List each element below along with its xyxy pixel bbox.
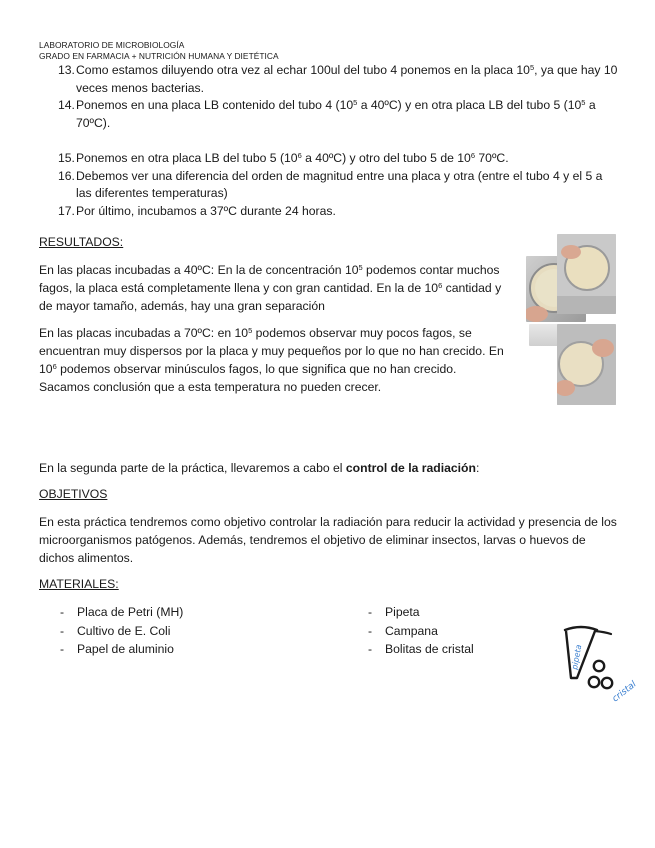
- step-15: 15. Ponemos en otra placa LB del tubo 5 ($10^6$ a 40ºC) y otro del tubo 5 de $10^6$ 70ºC.: [58, 151, 509, 165]
- materiales-heading: MATERIALES:: [39, 577, 119, 591]
- step-14: 14. Ponemos en una placa LB contenido del tubo 4 ($10^5$ a 40ºC) y en otra placa LB del tubo 5 ($10^5$ a 70ºC).: [58, 98, 596, 130]
- material-item: - Pipeta: [347, 603, 474, 622]
- resultados-paragraph-40c: En las placas incubadas a 40ºC: En la de concentración $10^5$ podemos contar muchos fagos, la placa está completamente llena y con gran cantidad. En la de $10^6$ cantidad y de mayor tamaño, además, hay una gran separación: [39, 263, 502, 313]
- petri-dish-photo-2: [557, 234, 616, 314]
- beads-label: cristal: [610, 679, 639, 705]
- materiales-list-left: [39, 603, 183, 659]
- header-lab-name: LABORATORIO DE MICROBIOLOGÍA: [39, 40, 185, 50]
- objetivos-text: En esta práctica tendremos como objetivo controlar la radiación para reducir la actividad y presencia de los microorganismos patógenos. Además, tendremos el objetivo de eliminar insectos, larvas o huevos de dichos alimentos.: [39, 515, 617, 565]
- page-header: [39, 40, 279, 62]
- pipette-beads-drawing: [559, 622, 643, 706]
- radiacion-bold-term: control de la radiación: [345, 461, 476, 475]
- step-16: 16. Debemos ver una diferencia del orden de magnitud entre una placa y otra (entre el tubo 4 y el 5 a las diferentes temperaturas): [58, 168, 603, 200]
- header-degree: GRADO EN FARMACIA + NUTRICIÓN HUMANA Y DIETÉTICA: [39, 51, 279, 61]
- material-item: - Bolitas de cristal: [347, 640, 474, 659]
- material-item: - Papel de aluminio: [39, 640, 183, 659]
- pipette-label: pipeta: [570, 643, 584, 671]
- resultados-heading: RESULTADOS:: [39, 235, 124, 249]
- resultados-paragraph-70c: En las placas incubadas a 70ºC: en $10^5$ podemos observar muy pocos fagos, se encuentran muy dispersos por la placa y muy pequeños por lo que no han crecido. En $10^6$ podemos observar minúsculos fagos, lo que significa que no han crecido. Sacamos conclusión que a esta temperatura no pueden crecer.: [39, 326, 504, 394]
- step-17: 17. Por último, incubamos a 37ºC durante 24 horas.: [58, 203, 336, 218]
- radiacion-intro: En la segunda parte de la práctica, llevaremos a cabo el control de la radiación:: [39, 461, 480, 475]
- material-item: - Placa de Petri (MH): [39, 603, 183, 622]
- material-item: - Cultivo de E. Coli: [39, 622, 183, 641]
- step-13: 13. Como estamos diluyendo otra vez al echar 100ul del tubo 4 ponemos en la placa $10^5$, ya que hay 10 veces menos bacterias.: [58, 63, 618, 95]
- procedure-steps: [58, 62, 618, 220]
- materiales-list-right: [347, 603, 474, 659]
- material-item: - Campana: [347, 622, 474, 641]
- objetivos-heading: OBJETIVOS: [39, 487, 108, 501]
- petri-dish-photo-4: [557, 324, 616, 405]
